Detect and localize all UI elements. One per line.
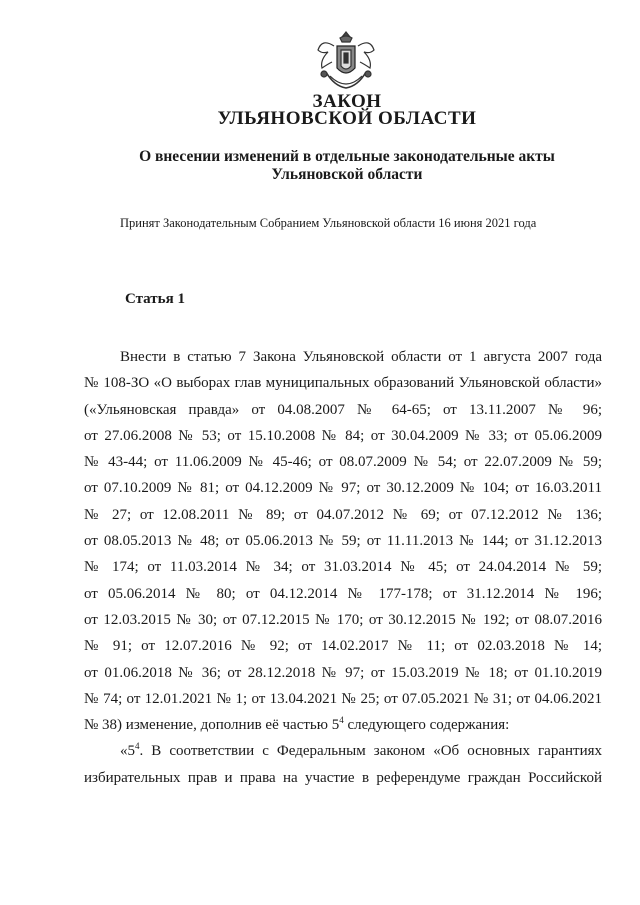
body-line: от 05.06.2014 № 80; от 04.12.2014 № 177-178; от 31.12.2014 № 196;	[84, 585, 602, 602]
superscript: 4	[135, 741, 140, 752]
body-line	[84, 712, 602, 738]
law-subtitle-line2: Ульяновской области	[271, 166, 423, 183]
body-line: № 108-ЗО «О выборах глав муниципальных образований Ульяновской области»	[84, 375, 602, 392]
adoption-note: Принят Законодательным Собранием Ульяновской области 16 июня 2021 года	[120, 216, 537, 230]
coat-of-arms-emblem	[312, 28, 380, 96]
line-text: следующего содержания:	[343, 717, 510, 734]
body-line: № 43-44; от 11.06.2009 № 45-46; от 08.07.2009 № 54; от 22.07.2009 № 59;	[84, 454, 602, 471]
law-subtitle-line1: О внесении изменений в отдельные законодательные акты	[139, 148, 555, 165]
body-line: № 74; от 12.01.2021 № 1; от 13.04.2021 № 25; от 07.05.2021 № 31; от 04.06.2021	[84, 690, 602, 707]
line-text: . В соответствии с Федеральным законом «Об основных гарантиях	[139, 743, 602, 760]
body-line: Внести в статью 7 Закона Ульяновской области от 1 августа 2007 года	[120, 349, 602, 365]
body-line: от 01.06.2018 № 36; от 28.12.2018 № 97; от 15.03.2019 № 18; от 01.10.2019	[84, 664, 602, 681]
article-heading: Статья 1	[125, 291, 185, 307]
body-line: избирательных прав и права на участие в референдуме граждан Российской	[84, 769, 602, 786]
body-line: от 08.05.2013 № 48; от 05.06.2013 № 59; от 11.11.2013 № 144; от 31.12.2013	[84, 533, 602, 550]
law-title-line1: ЗАКОН	[312, 91, 382, 112]
law-title-line2: УЛЬЯНОВСКОЙ ОБЛАСТИ	[217, 108, 477, 129]
body-line: № 27; от 12.08.2011 № 89; от 04.07.2012 № 69; от 07.12.2012 № 136;	[84, 506, 602, 523]
body-line: от 27.06.2008 № 53; от 15.10.2008 № 84; от 30.04.2009 № 33; от 05.06.2009	[84, 427, 602, 444]
body-line	[84, 738, 602, 764]
body-line: № 174; от 11.03.2014 № 34; от 31.03.2014 № 45; от 24.04.2014 № 59;	[84, 559, 602, 576]
line-text: «5	[120, 743, 135, 760]
body-line: № 91; от 12.07.2016 № 92; от 14.02.2017 № 11; от 02.03.2018 № 14;	[84, 638, 602, 655]
body-line: от 12.03.2015 № 30; от 07.12.2015 № 170; от 30.12.2015 № 192; от 08.07.2016	[84, 611, 602, 628]
superscript: 4	[339, 715, 344, 726]
line-text: № 38) изменение, дополнив её частью 5	[84, 717, 340, 734]
body-line: от 07.10.2009 № 81; от 04.12.2009 № 97; от 30.12.2009 № 104; от 16.03.2011	[84, 480, 602, 497]
article-body	[84, 344, 602, 791]
body-line: («Ульяновская правда» от 04.08.2007 № 64-65; от 13.11.2007 № 96;	[84, 401, 602, 418]
